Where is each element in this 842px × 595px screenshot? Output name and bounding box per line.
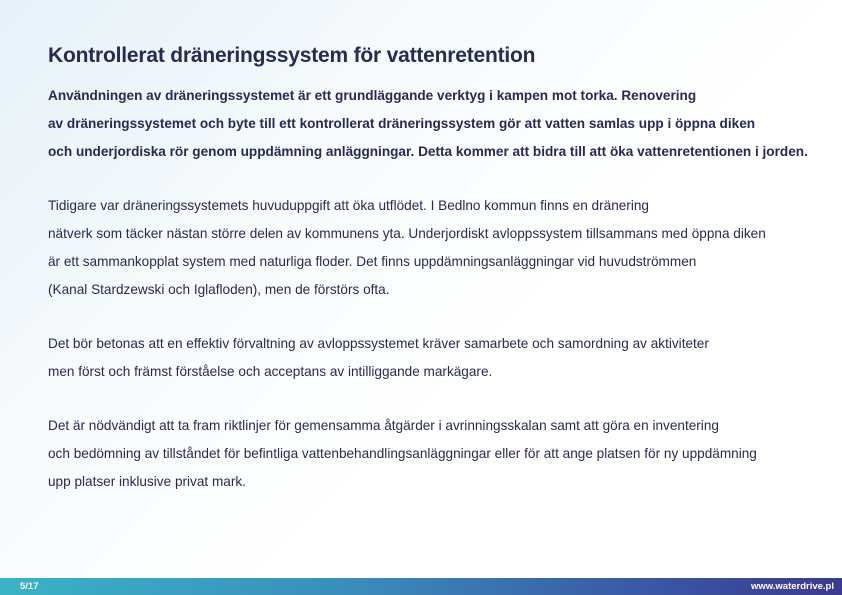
main-content (48, 44, 808, 522)
paragraph-line: och bedömning av tillståndet för befintliga vattenbehandlingsanläggningar eller för att ange platsen för ny uppdämning (48, 446, 757, 461)
paragraph-line: (Kanal Stardzewski och Iglafloden), men de förstörs ofta. (48, 282, 390, 297)
paragraph-line: nätverk som täcker nästan större delen av kommunens yta. Underjordiskt avloppssystem tillsammans med öppna diken (48, 226, 766, 241)
website-link[interactable]: www.waterdrive.pl (750, 581, 834, 592)
paragraph-line: är ett sammankopplat system med naturliga floder. Det finns uppdämningsanläggningar vid huvudströmmen (48, 254, 697, 269)
paragraph-line: Användningen av dräneringssystemet är ett grundläggande verktyg i kampen mot torka. Renovering (48, 88, 697, 103)
paragraph-line: upp platser inklusive privat mark. (48, 474, 246, 489)
paragraph-line: Tidigare var dräneringssystemets huvuduppgift att öka utflödet. I Bedlno kommun finns en dränering (48, 198, 649, 213)
paragraph-line: Det bör betonas att en effektiv förvaltning av avloppssystemet kräver samarbete och samordning av aktiviteter (48, 336, 709, 351)
footer-bar (0, 578, 842, 595)
intro-paragraph (48, 82, 808, 166)
paragraph-line: och underjordiska rör genom uppdämning anläggningar. Detta kommer att bidra till att öka vattenretentionen i jorden. (48, 144, 808, 159)
page-title: Kontrollerat dräneringssystem för vattenretention (48, 44, 536, 67)
paragraph-line: men först och främst förståelse och acceptans av intilliggande markägare. (48, 364, 493, 379)
management-paragraph (48, 330, 808, 386)
guidelines-paragraph (48, 412, 808, 496)
page-number: 5/17 (20, 581, 39, 592)
paragraph-line: Det är nödvändigt att ta fram riktlinjer för gemensamma åtgärder i avrinningsskalan samt att göra en inventering (48, 418, 719, 433)
history-paragraph (48, 192, 808, 304)
paragraph-line: av dräneringssystemet och byte till ett kontrollerat dräneringssystem gör att vatten samlas upp i öppna diken (48, 116, 756, 131)
